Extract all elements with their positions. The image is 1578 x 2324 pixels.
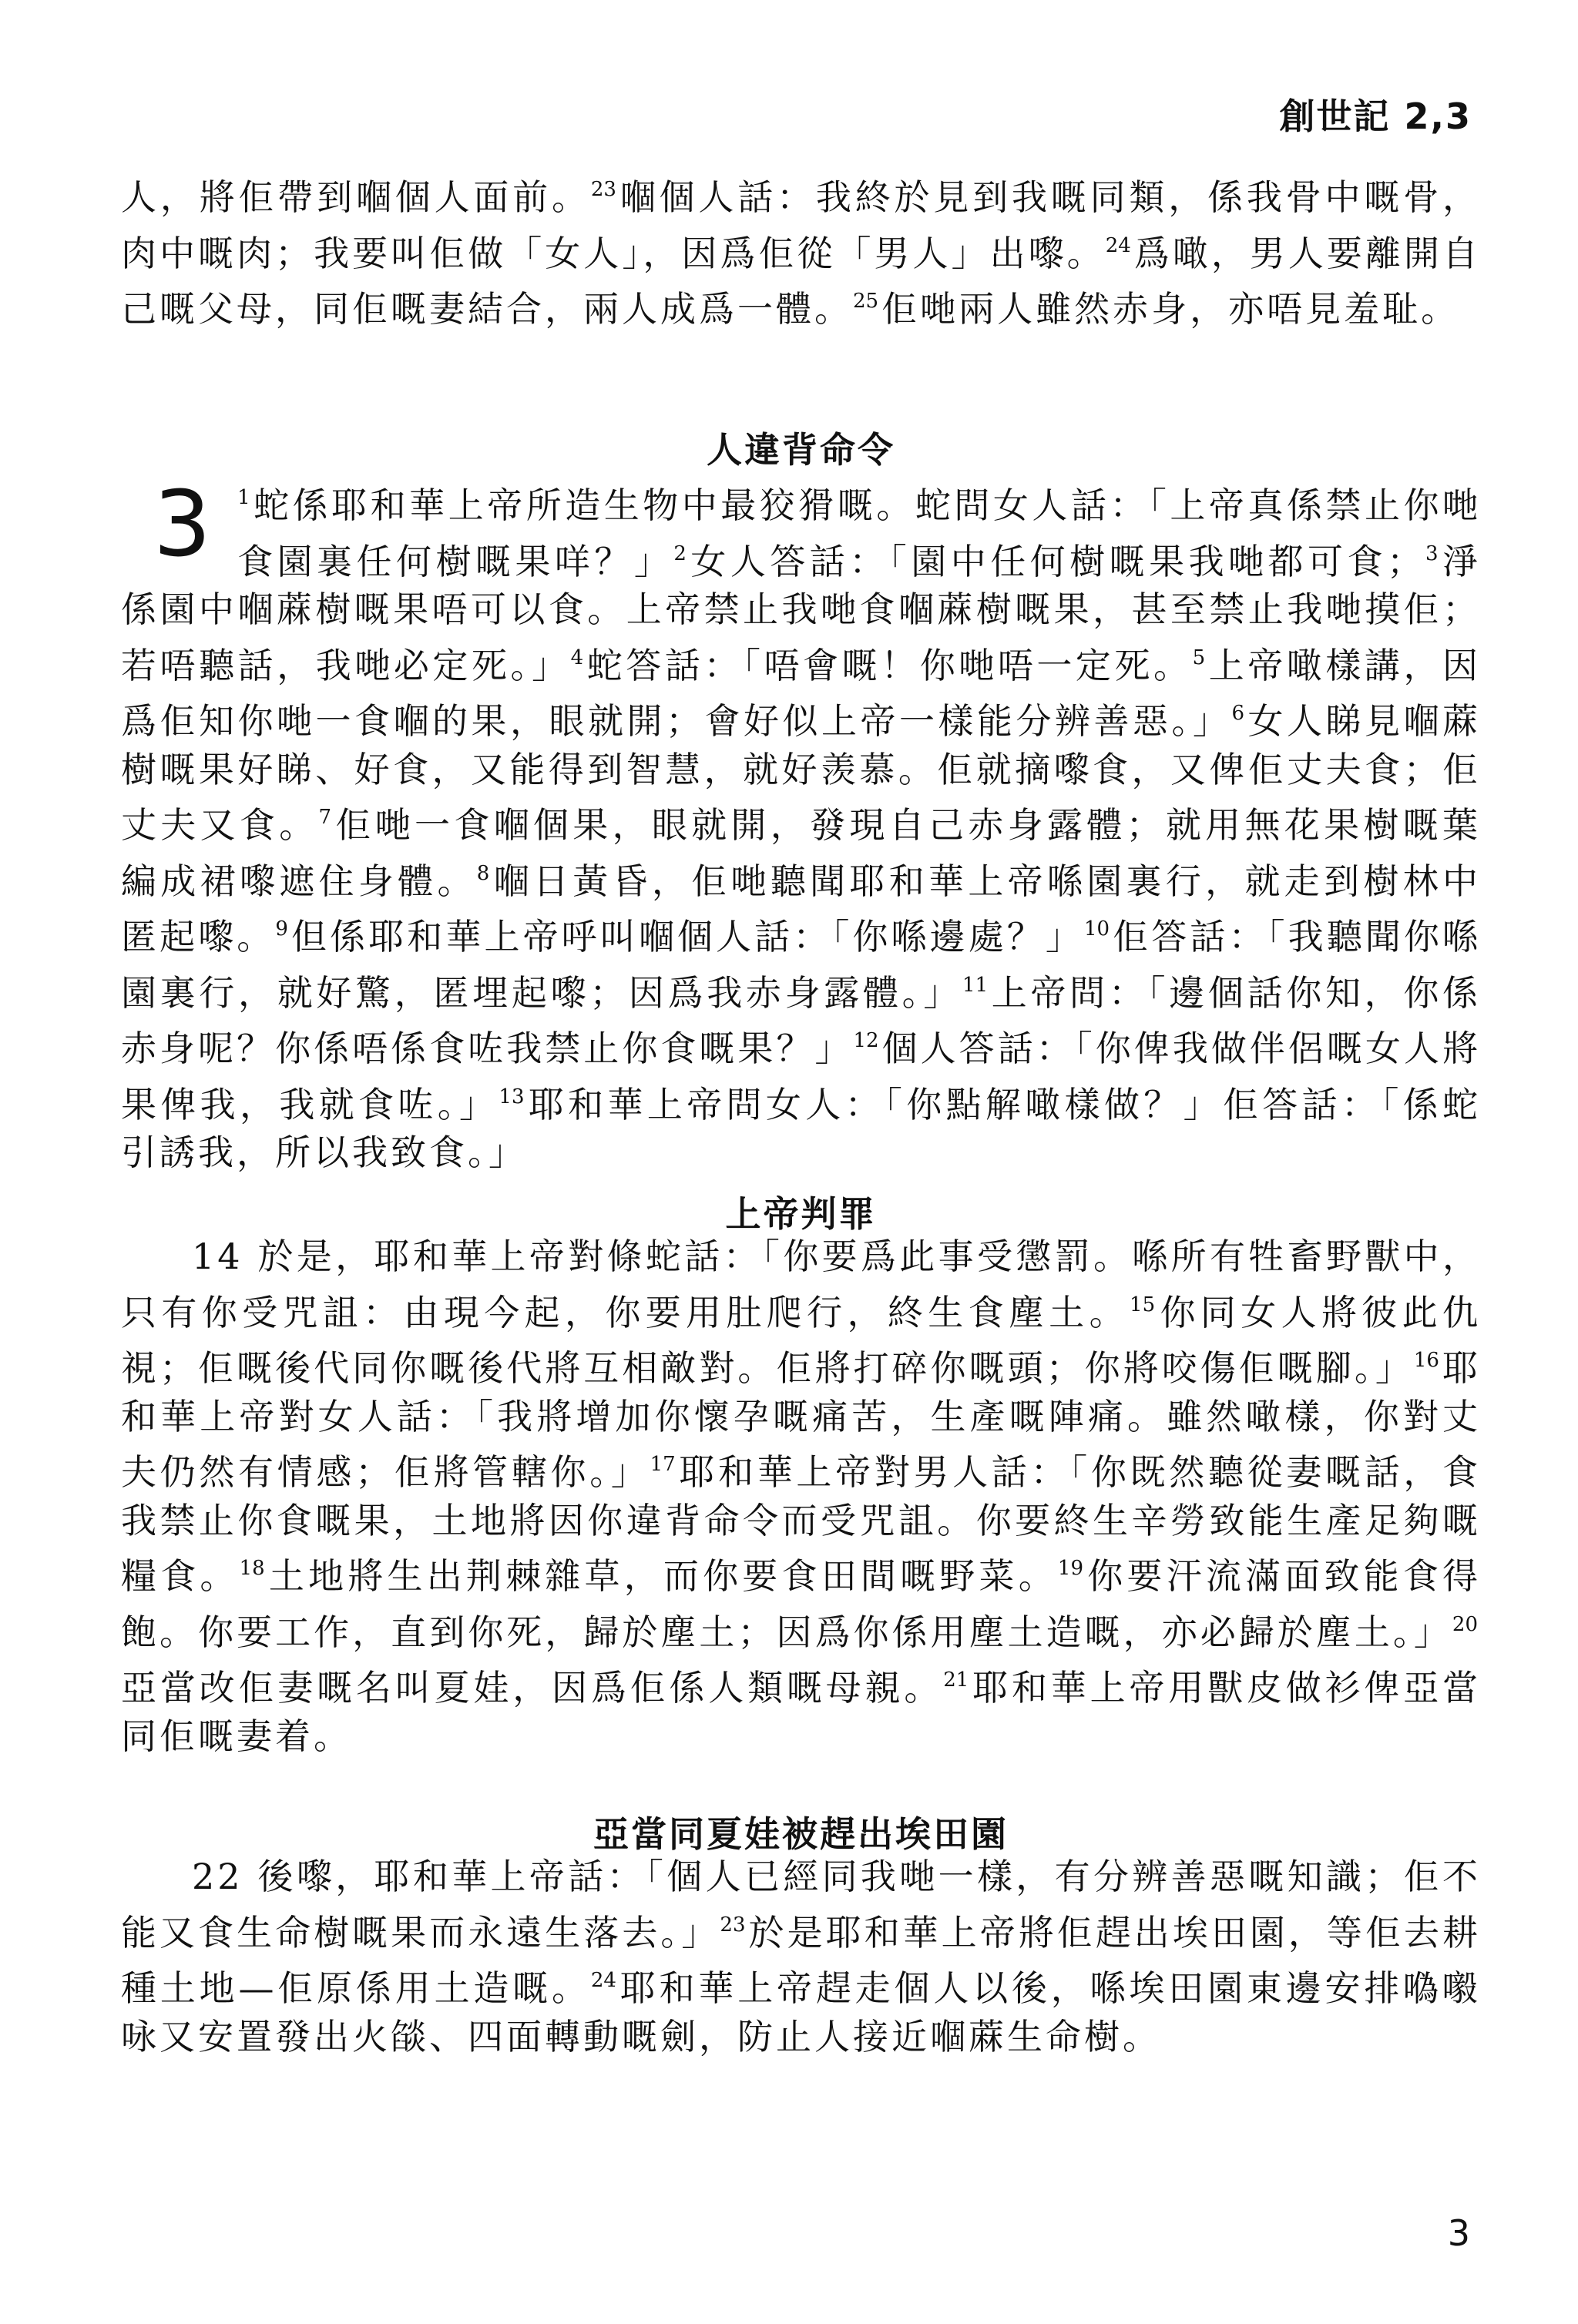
verse-text: 上帝問：「邊個話你知，你係赤身呢？你係唔係食咗我禁止你食嘅果？」 [121, 971, 1482, 1069]
verse-number: 7 [318, 806, 332, 829]
verse-number: 12 [853, 1029, 879, 1052]
section-disobey-text [121, 471, 1482, 1177]
section-expulsion-text [121, 1853, 1481, 2061]
verse-number: 22 [192, 1856, 243, 1897]
verse-number: 17 [650, 1453, 676, 1476]
verse-number: 13 [499, 1085, 525, 1108]
expulsion-paragraph [121, 1853, 1481, 2061]
verse-text: 你要汗流滿面致能食得飽。你要工作，直到你死，歸於塵土；因爲你係用塵土造嘅，亦必歸於塵土。」 [121, 1555, 1482, 1653]
verse-number: 16 [1413, 1349, 1439, 1372]
verse-text: 耶和華上帝對男人話：「你既然聽從妻嘅話，食我禁止你食嘅果，土地將因你違背命令而受咒詛。你要終生辛勞致能生產足夠嘅糧食。 [121, 1451, 1482, 1597]
verse-number: 24 [590, 1969, 616, 1992]
verse-number: 20 [1452, 1612, 1478, 1636]
chapter2-ending [121, 166, 1481, 334]
verse-number: 9 [275, 917, 288, 941]
verse-text: 但係耶和華上帝呼叫嗰個人話：「你喺邊處？」 [290, 916, 1084, 957]
verse-number: 8 [476, 861, 490, 885]
verse-text: 嗰日黃昏，佢哋聽聞耶和華上帝喺園裏行，就走到樹林中匿起嚟。 [121, 860, 1482, 957]
verse-number: 18 [239, 1557, 265, 1580]
verse-text: 個人答話：「你俾我做伴侶嘅女人將果俾我，我就食咗。」 [121, 1028, 1482, 1125]
verse-text: 耶和華上帝用獸皮做衫俾亞當同佢嘅妻着。 [121, 1667, 1482, 1757]
verse-number: 2 [673, 542, 687, 565]
section-heading-judgment: 上帝判罪 [725, 1193, 877, 1235]
running-header: 創世記 2,3 [1279, 96, 1472, 137]
verse-number: 25 [853, 290, 879, 313]
verse-text: 人，將佢帶到嗰個人面前。 [121, 176, 591, 218]
page-number: 3 [1447, 2212, 1470, 2254]
verse-text: 佢哋兩人雖然赤身，亦唔見羞耻。 [881, 288, 1460, 330]
section-judgment-text [121, 1232, 1481, 1760]
verse-number: 23 [590, 178, 616, 201]
verse-text: 嗰個人話：我終於見到我嘅同類，係我骨中嘅骨，肉中嘅肉；我要叫佢做「女人」，因爲佢從「男人」出嚟。 [121, 176, 1482, 274]
judgment-paragraph [121, 1232, 1481, 1760]
chapter-number: 3 [153, 471, 215, 577]
verse-number: 21 [943, 1668, 969, 1692]
chapter3-paragraph [121, 471, 1482, 1177]
verse-number: 5 [1192, 646, 1206, 669]
section-heading-disobey: 人違背命令 [707, 429, 895, 471]
verse-text: 你同女人將彼此仇視；佢嘅後代同你嘅後代將互相敵對。佢將打碎你嘅頭；你將咬傷佢嘅腳。」 [121, 1291, 1482, 1389]
verse-text: 於是，耶和華上帝對條蛇話：「你要爲此事受懲罰。喺所有牲畜野獸中，只有你受咒詛：由現今起，你要用肚爬行，終生食塵土。 [121, 1236, 1482, 1333]
section-heading-expulsion: 亞當同夏娃被趕出埃田園 [593, 1813, 1009, 1855]
verse-text: 耶和華上帝趕走個人以後，喺埃田園東邊安排𠼮𡃀咏又安置發出火燄、四面轉動嘅劍，防止人接近嗰蔴生命樹。 [121, 1967, 1482, 2057]
verse-text: 爲噉，男人要離開自己嘅父母，同佢嘅妻結合，兩人成爲一體。 [121, 232, 1482, 330]
verse-text: 女人答話：「園中任何樹嘅果我哋都可食； [689, 540, 1425, 582]
verse-number: 23 [720, 1913, 746, 1937]
verse-text: 於是耶和華上帝將佢趕出埃田園，等佢去耕種土地—佢原係用土造嘅。 [121, 1911, 1482, 2009]
verse-text: 蛇係耶和華上帝所造生物中最狡猾嘅。蛇問女人話：「上帝真係禁止你哋食園裏任何樹嘅果咩？」 [237, 485, 1481, 582]
verse-text: 耶和華上帝對女人話：「我將增加你懷孕嘅痛苦，生產嘅陣痛。雖然噉樣，你對丈夫仍然有情感；佢將管轄你。」 [121, 1347, 1482, 1493]
verse-text: 土地將生出荆棘雜草，而你要食田間嘅野菜。 [267, 1555, 1058, 1597]
verse-text: 耶和華上帝問女人：「你點解噉樣做？」佢答話：「係蛇引誘我，所以我致食。」 [121, 1083, 1482, 1173]
verse-number: 19 [1057, 1557, 1084, 1580]
chapter2-paragraph [121, 166, 1481, 334]
verse-number: 10 [1083, 917, 1110, 941]
verse-text: 佢答話：「我聽聞你喺園裏行，就好驚，匿埋起嚟；因爲我赤身露體。」 [121, 916, 1482, 1014]
verse-text: 後嚟，耶和華上帝話：「個人已經同我哋一樣，有分辨善惡嘅知識；佢不能又食生命樹嘅果而永遠生落去。」 [121, 1856, 1482, 1953]
verse-text: 上帝噉樣講，因爲佢知你哋一食嗰的果，眼就開；會好似上帝一樣能分辨善惡。」 [121, 644, 1482, 742]
verse-number: 3 [1425, 542, 1439, 565]
verse-number: 4 [570, 646, 584, 669]
verse-number: 11 [962, 973, 989, 997]
verse-text: 淨係園中嗰蔴樹嘅果唔可以食。上帝禁止我哋食嗰蔴樹嘅果，甚至禁止我哋摸佢；若唔聽話，我哋必定死。」 [121, 540, 1482, 686]
verse-number: 15 [1130, 1293, 1156, 1316]
verse-text: 佢哋一食嗰個果，眼就開，發現自己赤身露體；就用無花果樹嘅葉編成裙嚟遮住身體。 [121, 804, 1482, 902]
verse-number: 14 [192, 1236, 243, 1277]
verse-text: 女人睇見嗰蔴樹嘅果好睇、好食，又能得到智慧，就好羡慕。佢就摘嚟食，又俾佢丈夫食；佢丈夫又食。 [121, 700, 1482, 846]
verse-number: 24 [1105, 233, 1131, 257]
verse-text: 亞當改佢妻嘅名叫夏娃，因爲佢係人類嘅母親。 [121, 1667, 944, 1709]
verse-number: 6 [1231, 702, 1245, 725]
verse-number: 1 [237, 486, 250, 509]
verse-text: 蛇答話：「唔會嘅！你哋唔一定死。 [586, 644, 1193, 686]
